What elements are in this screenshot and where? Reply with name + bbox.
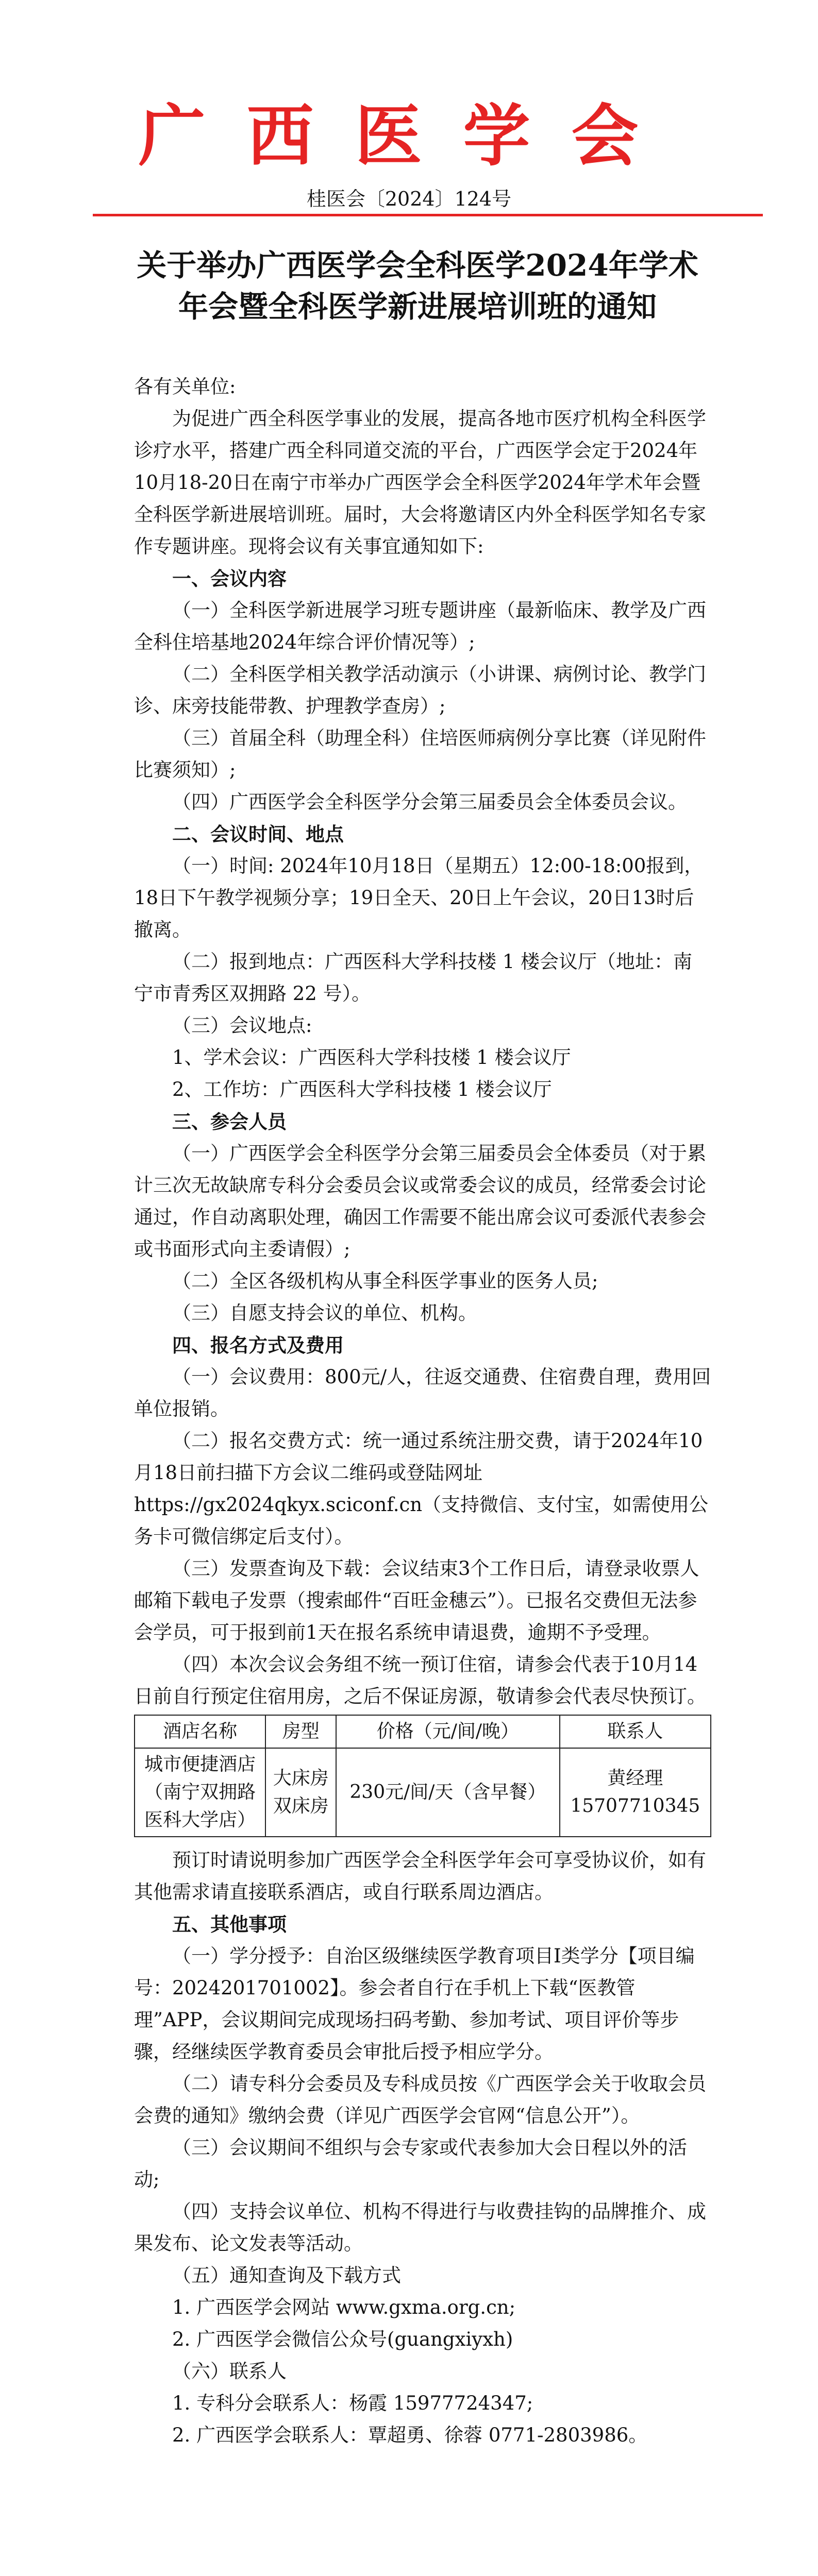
red-divider: [93, 214, 763, 216]
hotel-table-header: 联系人: [560, 1715, 711, 1748]
section-3-heading: 三、参会人员: [172, 1110, 287, 1133]
section-5-item-6-2: 2. 广西医学会联系人：覃超勇、徐蓉 0771-2803986。: [172, 2424, 648, 2446]
section-2-item-2: （二）报到地点：广西医科大学科技楼 1 楼会议厅（地址：南宁市青秀区双拥路 22 号）。: [134, 951, 693, 1005]
hotel-table-header: 酒店名称: [135, 1715, 265, 1748]
section-4-heading: 四、报名方式及费用: [172, 1334, 344, 1357]
section-1-item-4: （四）广西医学会全科医学分会第三届委员会全体委员会议。: [172, 791, 687, 813]
contact-name: 黄经理: [607, 1768, 663, 1789]
contact-phone: 15707710345: [570, 1795, 700, 1817]
org-letterhead-title: 广西医学会: [138, 96, 680, 175]
section-5-item-5-1: 1. 广西医学会网站 www.gxma.org.cn;: [172, 2296, 516, 2318]
section-3-item-2: （二）全区各级机构从事全科医学事业的医务人员;: [172, 1270, 598, 1292]
notice-title-line2: 年会暨全科医学新进展培训班的通知: [178, 289, 657, 324]
section-1-item-1: （一）全科医学新进展学习班专题讲座（最新临床、教学及广西全科住培基地2024年综合评价情况等）;: [134, 599, 706, 653]
hotel-table-header: 房型: [265, 1715, 336, 1748]
notice-title: [88, 245, 747, 327]
section-2-heading: 二、会议时间、地点: [172, 823, 344, 845]
hotel-name-cell: [135, 1748, 265, 1837]
room-type: 双床房: [273, 1795, 329, 1817]
hotel-table: [134, 1715, 711, 1837]
hotel-table-header: 价格（元/间/晚）: [336, 1715, 560, 1748]
section-3-item-1: （一）广西医学会全科医学分会第三届委员会全体委员（对于累计三次无故缺席专科分会委员会议或常委会议的成员，经常委会讨论通过，作自动离职处理，确因工作需要不能出席会议可委派代表参会或书面形式向主委请假）;: [134, 1142, 706, 1260]
hotel-table-header-row: [135, 1715, 711, 1748]
booking-note: 预订时请说明参加广西医学会全科医学年会可享受协议价，如有其他需求请直接联系酒店，或自行联系周边酒店。: [134, 1849, 706, 1903]
section-1-item-2: （二）全科医学相关教学活动演示（小讲课、病例讨论、教学门诊、床旁技能带教、护理教学查房）;: [134, 663, 706, 717]
section-1-heading: 一、会议内容: [172, 567, 287, 590]
section-2-item-3: （三）会议地点:: [172, 1014, 312, 1037]
hotel-name-line: （南宁双拥路: [144, 1782, 256, 1803]
section-5-item-6-1: 1. 专科分会联系人：杨霞 15977724347;: [172, 2392, 533, 2414]
section-5-heading: 五、其他事项: [172, 1913, 287, 1936]
section-5-item-3: （三）会议期间不组织与会专家或代表参加大会日程以外的活动;: [134, 2137, 687, 2191]
section-5-item-5-2: 2. 广西医学会微信公众号(guangxiyxh): [172, 2328, 513, 2350]
section-4-item-2: （二）报名交费方式：统一通过系统注册交费，请于2024年10月18日前扫描下方会议二维码或登陆网址https://gx2024qkyx.sciconf.cn（支持微信、支付宝，如需使用公务卡可微信绑定后支付）。: [134, 1430, 709, 1548]
section-4-item-4: （四）本次会议会务组不统一预订住宿，请参会代表于10月14日前自行预定住宿用房，之后不保证房源，敬请参会代表尽快预订。: [134, 1653, 706, 1707]
section-4-item-3: （三）发票查询及下载：会议结束3个工作日后，请登录收票人邮箱下载电子发票（搜索邮件“百旺金穗云”）。已报名交费但无法参会学员，可于报到前1天在报名系统申请退费，逾期不予受理。: [134, 1557, 699, 1643]
section-5-item-4: （四）支持会议单位、机构不得进行与收费挂钩的品牌推介、成果发布、论文发表等活动。: [134, 2200, 706, 2255]
section-1-item-3: （三）首届全科（助理全科）住培医师病例分享比赛（详见附件比赛须知）;: [134, 727, 706, 781]
room-type: 大床房: [273, 1768, 329, 1789]
section-2-item-1: （一）时间: 2024年10月18日（星期五）12:00-18:00报到，18日下午教学视频分享；19日全天、20日上午会议，20日13时后撤离。: [134, 855, 704, 941]
section-2-item-3-2: 2、工作坊：广西医科大学科技楼 1 楼会议厅: [172, 1078, 552, 1100]
section-5-item-5: （五）通知查询及下载方式: [172, 2264, 401, 2286]
section-5-item-1: （一）学分授予：自治区级继续医学教育项目I类学分【项目编号：2024201701002】。参会者自行在手机上下载“医教管理”APP，会议期间完成现场扫码考勤、参加考试、项目评价等步骤，经继续医学教育委员会审批后授予相应学分。: [134, 1945, 695, 2063]
section-5-item-6: （六）联系人: [172, 2360, 287, 2382]
room-type-cell: [265, 1748, 336, 1837]
document-number: 桂医会〔2024〕124号: [306, 188, 512, 210]
intro-paragraph: 为促进广西全科医学事业的发展，提高各地市医疗机构全科医学诊疗水平，搭建广西全科同道交流的平台，广西医学会定于2024年10月18-20日在南宁市举办广西医学会全科医学2024年学术年会暨全科医学新进展培训班。届时，大会将邀请区内外全科医学知名专家作专题讲座。现将会议有关事宜通知如下:: [134, 408, 706, 557]
hotel-name-line: 城市便捷酒店: [144, 1754, 256, 1775]
notice-body: [134, 371, 711, 2451]
salutation: 各有关单位:: [134, 376, 236, 398]
section-5-item-2: （二）请专科分会委员及专科成员按《广西医学会关于收取会员会费的通知》缴纳会费（详见广西医学会官网“信息公开”）。: [134, 2073, 706, 2127]
hotel-name-line: 医科大学店）: [144, 1809, 256, 1831]
section-2-item-3-1: 1、学术会议：广西医科大学科技楼 1 楼会议厅: [172, 1046, 571, 1069]
section-3-item-3: （三）自愿支持会议的单位、机构。: [172, 1302, 477, 1324]
contact-cell: [560, 1748, 711, 1837]
hotel-table-row: [135, 1748, 711, 1837]
notice-title-line1: 关于举办广西医学会全科医学2024年学术: [137, 248, 698, 283]
price-cell: 230元/间/天（含早餐）: [336, 1748, 560, 1837]
section-4-item-1: （一）会议费用：800元/人，往返交通费、住宿费自理，费用回单位报销。: [134, 1366, 711, 1420]
